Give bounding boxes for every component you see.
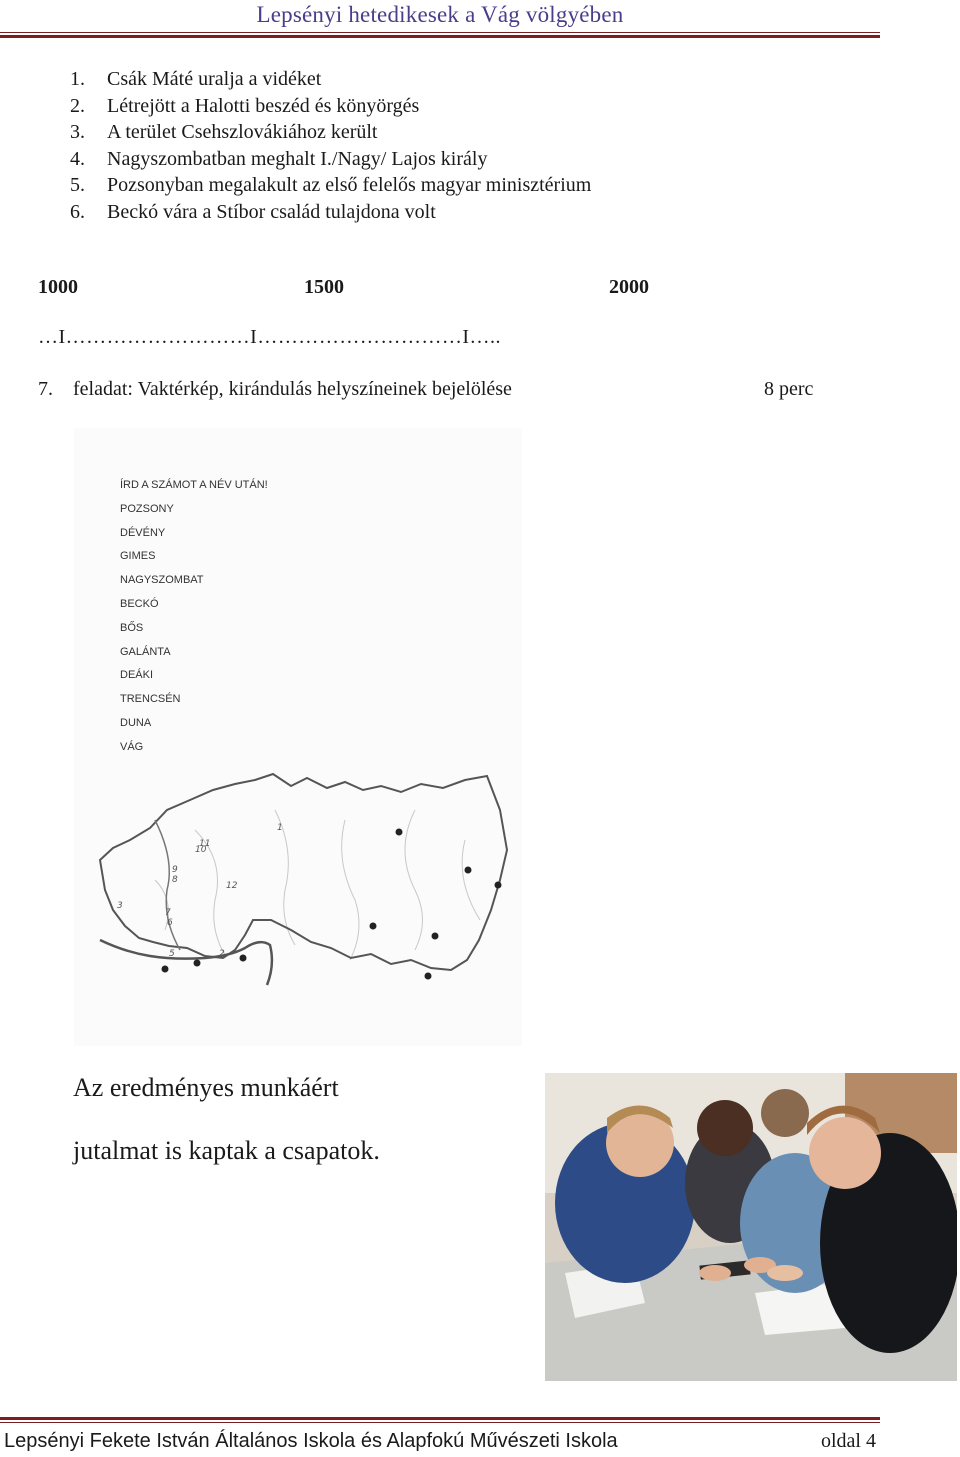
event-item: 6. Beckó vára a Stíbor család tulajdona volt [70, 200, 436, 223]
map-number: 2 [219, 949, 225, 959]
place-name: DÉVÉNY [120, 526, 166, 539]
page-header-title: Lepsényi hetedikesek a Vág völgyében [256, 2, 624, 27]
place-name: POZSONY [120, 502, 174, 515]
footer-rule-thick [0, 1417, 880, 1420]
place-name: BŐS [120, 621, 144, 634]
event-list [70, 66, 591, 225]
place-name: DUNA [120, 716, 152, 729]
timeline-year: 1000 [38, 276, 78, 298]
map-number: 12 [226, 881, 238, 891]
header-rule-thick [0, 35, 880, 38]
timeline-line: …I………………………I…………………………I….. [38, 326, 501, 348]
reward-line-1: Az eredményes munkáért [73, 1073, 339, 1102]
map-number: 10 [195, 845, 207, 855]
place-name: GALÁNTA [120, 645, 171, 658]
place-name: NAGYSZOMBAT [120, 574, 204, 587]
event-item: 4. Nagyszombatban meghalt I./Nagy/ Lajos király [70, 147, 488, 170]
task-time: 8 perc [764, 378, 814, 400]
footer-page-number: oldal 4 [821, 1430, 876, 1452]
footer-rule-thin [0, 1422, 880, 1423]
map-number: 6 [167, 918, 173, 928]
place-name: VÁG [120, 740, 144, 753]
place-name: TRENCSÉN [120, 693, 181, 706]
event-item: 5. Pozsonyban megalakult az első felelős magyar minisztérium [70, 174, 592, 196]
event-item: 2. Létrejött a Halotti beszéd és könyörgés [70, 94, 420, 117]
map-number: 7 [165, 908, 171, 918]
place-name: BECKÓ [120, 597, 159, 610]
reward-line-2: jutalmat is kaptak a csapatok. [73, 1136, 380, 1165]
timeline-year: 1500 [304, 276, 344, 298]
slovakia-outline-map [95, 770, 510, 1010]
map-number: 5 [169, 949, 175, 959]
students-photo [545, 1073, 957, 1381]
place-name-list [120, 478, 268, 764]
footer-school-name: Lepsényi Fekete István Általános Iskola és Alapfokú Művészeti Iskola [4, 1430, 618, 1452]
task-heading: 7. feladat: Vaktérkép, kirándulás helyszíneinek bejelölése [38, 378, 512, 400]
place-name: GIMES [120, 550, 156, 563]
map-instruction: ÍRD A SZÁMOT A NÉV UTÁN! [120, 479, 268, 491]
map-number: 11 [199, 839, 211, 849]
map-number: 1 [277, 823, 283, 833]
header-rule-thin [0, 32, 880, 33]
event-item: 3. A terület Csehszlovákiához került [70, 121, 378, 143]
map-number: 3 [117, 901, 123, 911]
timeline-year: 2000 [609, 276, 649, 298]
map-number: 9 [172, 865, 178, 875]
map-number: 8 [172, 875, 178, 885]
place-name: DEÁKI [120, 669, 154, 682]
event-item: 1. Csák Máté uralja a vidéket [70, 68, 322, 90]
